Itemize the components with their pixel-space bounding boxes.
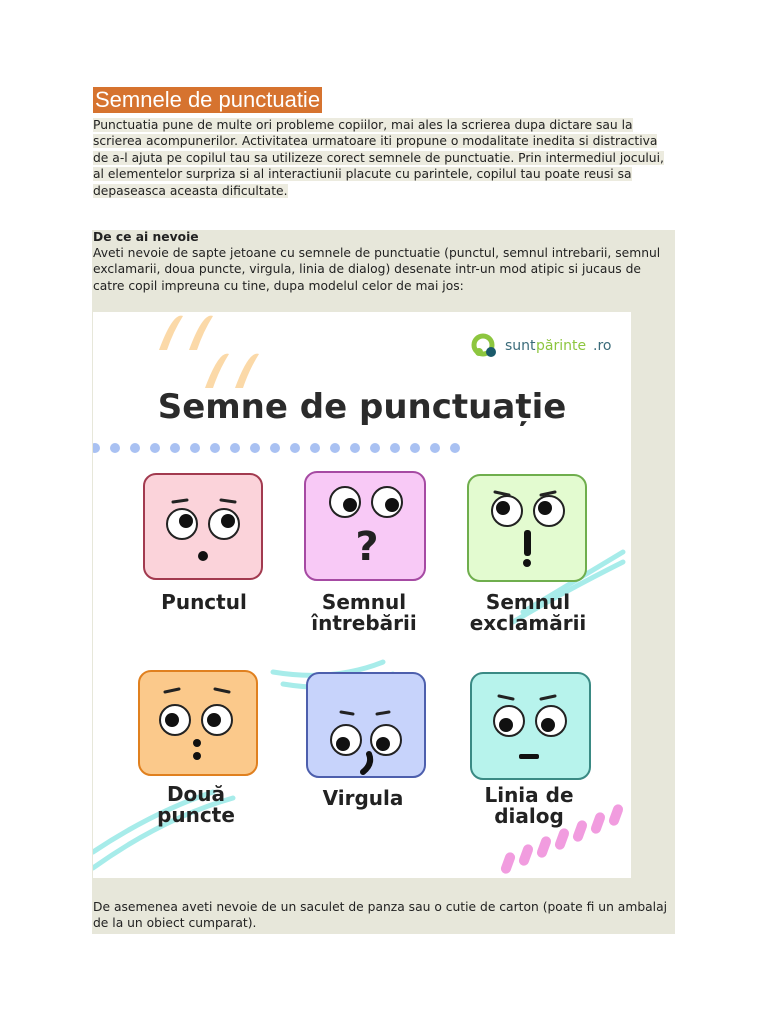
logo: [474, 336, 611, 357]
intro-paragraph: [93, 117, 671, 199]
punctuation-figure: [93, 312, 631, 878]
dot-row-decoration: [93, 443, 460, 453]
card-semnul-intrebarii: [305, 472, 425, 635]
card-linia-de-dialog: [471, 673, 590, 828]
card-punctul: [144, 474, 262, 614]
quote-mark-decoration: [159, 316, 259, 388]
card-semnul-exclamarii: [468, 475, 586, 635]
card-label-line1: Semnul: [485, 590, 571, 614]
section-heading: De ce ai nevoie: [93, 230, 199, 244]
intro-text: Punctuatia pune de multe ori probleme copiilor, mai ales la scrierea dupa dictare sau la scrierea acompunerilor. Activitatea urmatoare iti propune o modalitate inedita si distractiva de a-l ajuta pe copilul tau sa utilizeze corect semnele de punctuatie. Prin intermediul jocului, al elementelor surpriza si al interactiunii placute cu parintele, copilul tau poate reusi sa depaseasca aceasta dificultate.: [93, 118, 664, 198]
logo-text-2: părinte: [536, 338, 587, 354]
card-virgula: [307, 673, 425, 810]
logo-text-3: .ro: [593, 338, 612, 354]
card-label: Punctul: [161, 590, 247, 614]
svg-text:?: ?: [355, 524, 379, 570]
card-label-line1: Semnul: [321, 590, 407, 614]
card-label-line2: întrebării: [311, 611, 417, 635]
card-label: Virgula: [322, 786, 404, 810]
section-paragraph: Aveti nevoie de sapte jetoane cu semnele de punctuatie (punctul, semnul intrebarii, semnul exclamarii, doua puncte, virgula, linia de dialog) desenate intr-un mod atipic si jucaus de catre copil impreuna cu tine, dupa modelul celor de mai jos:: [93, 246, 661, 293]
page-title: Semnele de punctuatie: [95, 87, 321, 112]
card-label-line2: puncte: [157, 803, 235, 827]
logo-text-1: sunt: [505, 338, 536, 354]
card-doua-puncte: [139, 671, 257, 827]
card-label-line2: exclamării: [469, 611, 587, 635]
figure-heading: Semne de punctuație: [157, 387, 567, 427]
card-label-line1: Două: [166, 782, 226, 806]
outro-paragraph: De asemenea aveti nevoie de un saculet de panza sau o cutie de carton (poate fi un ambalaj de la un obiect cumparat).: [93, 900, 668, 931]
card-label-line1: Linia de: [484, 783, 574, 807]
card-label-line2: dialog: [494, 804, 564, 828]
